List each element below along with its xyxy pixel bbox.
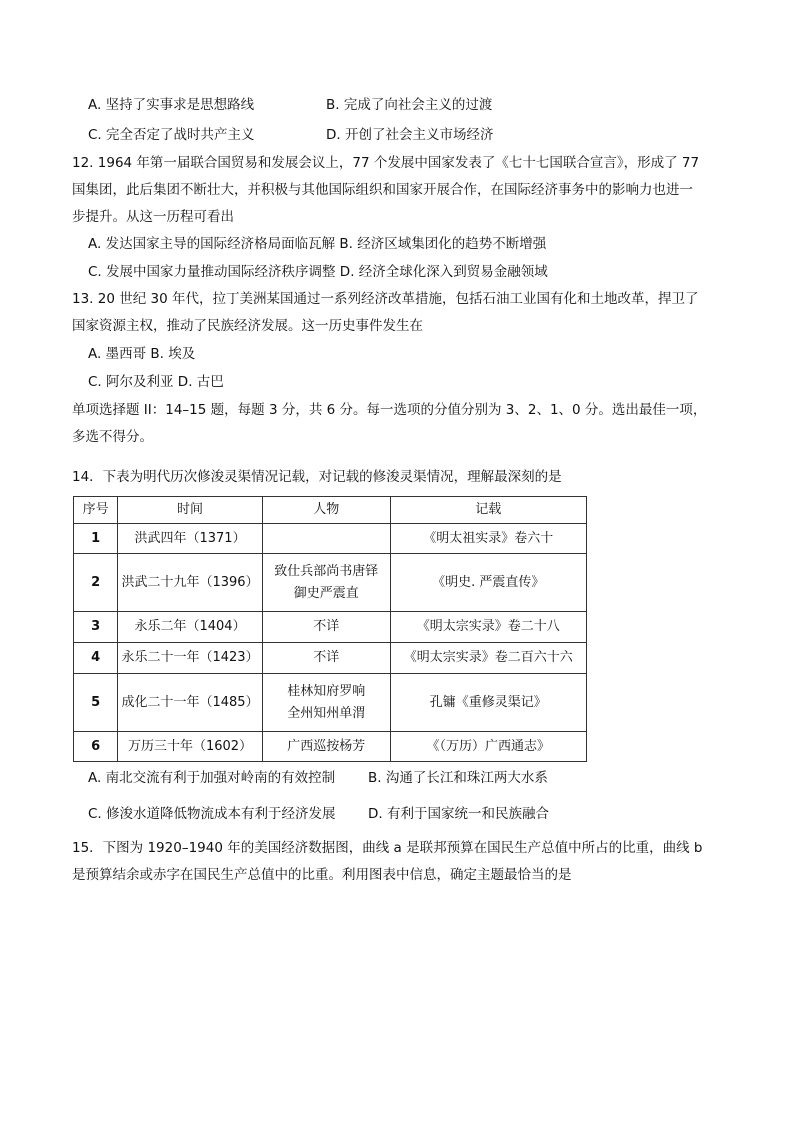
row-time: 永乐二年（1404） [118, 612, 263, 643]
q12-stem-line-3: 步提升。从这一历程可看出 [72, 209, 234, 225]
row-person-line: 桂林知府罗响 [287, 683, 366, 699]
row-person-line: 致仕兵部尚书唐铎 [274, 563, 379, 579]
row-index: 6 [74, 732, 118, 762]
lingqu-records-table [73, 496, 587, 762]
row-record: 《（万历）广西通志》 [390, 732, 586, 762]
row-index: 4 [74, 643, 118, 674]
table-header-row [74, 497, 587, 524]
q12-stem-line-1: 12. 1964 年第一届联合国贸易和发展会议上，77 个发展中国家发表了《七十七国联合宣言》，形成了 77 [72, 155, 700, 171]
header-time: 时间 [118, 497, 263, 524]
q11-option-d: D. 开创了社会主义市场经济 [326, 127, 494, 143]
section-instructions-line-1: 单项选择题 II：14–15 题，每题 3 分，共 6 分。每一选项的分值分别为 3、2、1、0 分。选出最佳一项， [72, 402, 707, 418]
row-record: 《明太宗实录》卷二百六十六 [390, 643, 586, 674]
row-time: 洪武四年（1371） [118, 524, 263, 554]
q14-option-c: C. 修浚水道降低物流成本有利于经济发展 [88, 806, 336, 822]
row-time: 洪武二十九年（1396） [118, 554, 263, 612]
table-row [74, 643, 587, 674]
q14-option-b: B. 沟通了长江和珠江两大水系 [368, 770, 548, 786]
q12-options-ab: A. 发达国家主导的国际经济格局面临瓦解 B. 经济区域集团化的趋势不断增强 [88, 236, 547, 252]
q15-stem-line-1: 15．下图为 1920–1940 年的美国经济数据图，曲线 a 是联邦预算在国民生产总值中所占的比重，曲线 b [72, 840, 703, 856]
row-time: 永乐二十一年（1423） [118, 643, 263, 674]
table-row [74, 732, 587, 762]
row-index: 3 [74, 612, 118, 643]
row-record: 孔镛《重修灵渠记》 [390, 674, 586, 732]
q13-options-cd: C. 阿尔及利亚 D. 古巴 [88, 374, 224, 390]
q11-option-c: C. 完全否定了战时共产主义 [88, 127, 255, 143]
row-record: 《明太宗实录》卷二十八 [390, 612, 586, 643]
q12-options-cd: C. 发展中国家力量推动国际经济秩序调整 D. 经济全球化深入到贸易金融领域 [88, 264, 548, 280]
q14-stem: 14．下表为明代历次修浚灵渠情况记载，对记载的修浚灵渠情况，理解最深刻的是 [72, 469, 562, 485]
section-instructions-line-2: 多选不得分。 [72, 429, 153, 445]
row-person [262, 554, 390, 612]
header-person: 人物 [262, 497, 390, 524]
row-person-line: 御史严震直 [293, 585, 359, 601]
q13-options-ab: A. 墨西哥 B. 埃及 [88, 346, 196, 362]
q15-stem-line-2: 是预算结余或赤字在国民生产总值中的比重。利用图表中信息，确定主题最恰当的是 [72, 867, 572, 883]
row-record: 《明史. 严震直传》 [390, 554, 586, 612]
row-index: 1 [74, 524, 118, 554]
row-record: 《明太祖实录》卷六十 [390, 524, 586, 554]
row-person [262, 524, 390, 554]
row-person-line: 广西巡按杨芳 [287, 738, 366, 754]
row-index: 2 [74, 554, 118, 612]
row-person [262, 732, 390, 762]
header-record: 记载 [390, 497, 586, 524]
row-person-line: 不详 [313, 619, 340, 634]
q14-option-a: A. 南北交流有利于加强对岭南的有效控制 [88, 770, 336, 786]
q14-option-d: D. 有利于国家统一和民族融合 [368, 806, 549, 822]
row-index: 5 [74, 674, 118, 732]
row-person [262, 612, 390, 643]
q12-stem-line-2: 国集团，此后集团不断壮大，并积极与其他国际组织和国家开展合作，在国际经济事务中的影响力也进一 [72, 182, 693, 198]
row-time: 成化二十一年（1485） [118, 674, 263, 732]
table-row [74, 554, 587, 612]
q11-option-a: A. 坚持了实事求是思想路线 [88, 97, 255, 113]
row-person [262, 674, 390, 732]
row-person-line: 全州知州单渭 [287, 705, 366, 721]
table-row [74, 674, 587, 732]
row-time: 万历三十年（1602） [118, 732, 263, 762]
q11-option-b: B. 完成了向社会主义的过渡 [326, 97, 493, 113]
table-row [74, 524, 587, 554]
q13-stem-line-2: 国家资源主权，推动了民族经济发展。这一历史事件发生在 [72, 318, 423, 334]
table-row [74, 612, 587, 643]
row-person [262, 643, 390, 674]
q13-stem-line-1: 13. 20 世纪 30 年代，拉丁美洲某国通过一系列经济改革措施，包括石油工业国有化和土地改革，捍卫了 [72, 291, 699, 307]
header-index: 序号 [74, 497, 118, 524]
row-person-line: 不详 [313, 650, 340, 665]
